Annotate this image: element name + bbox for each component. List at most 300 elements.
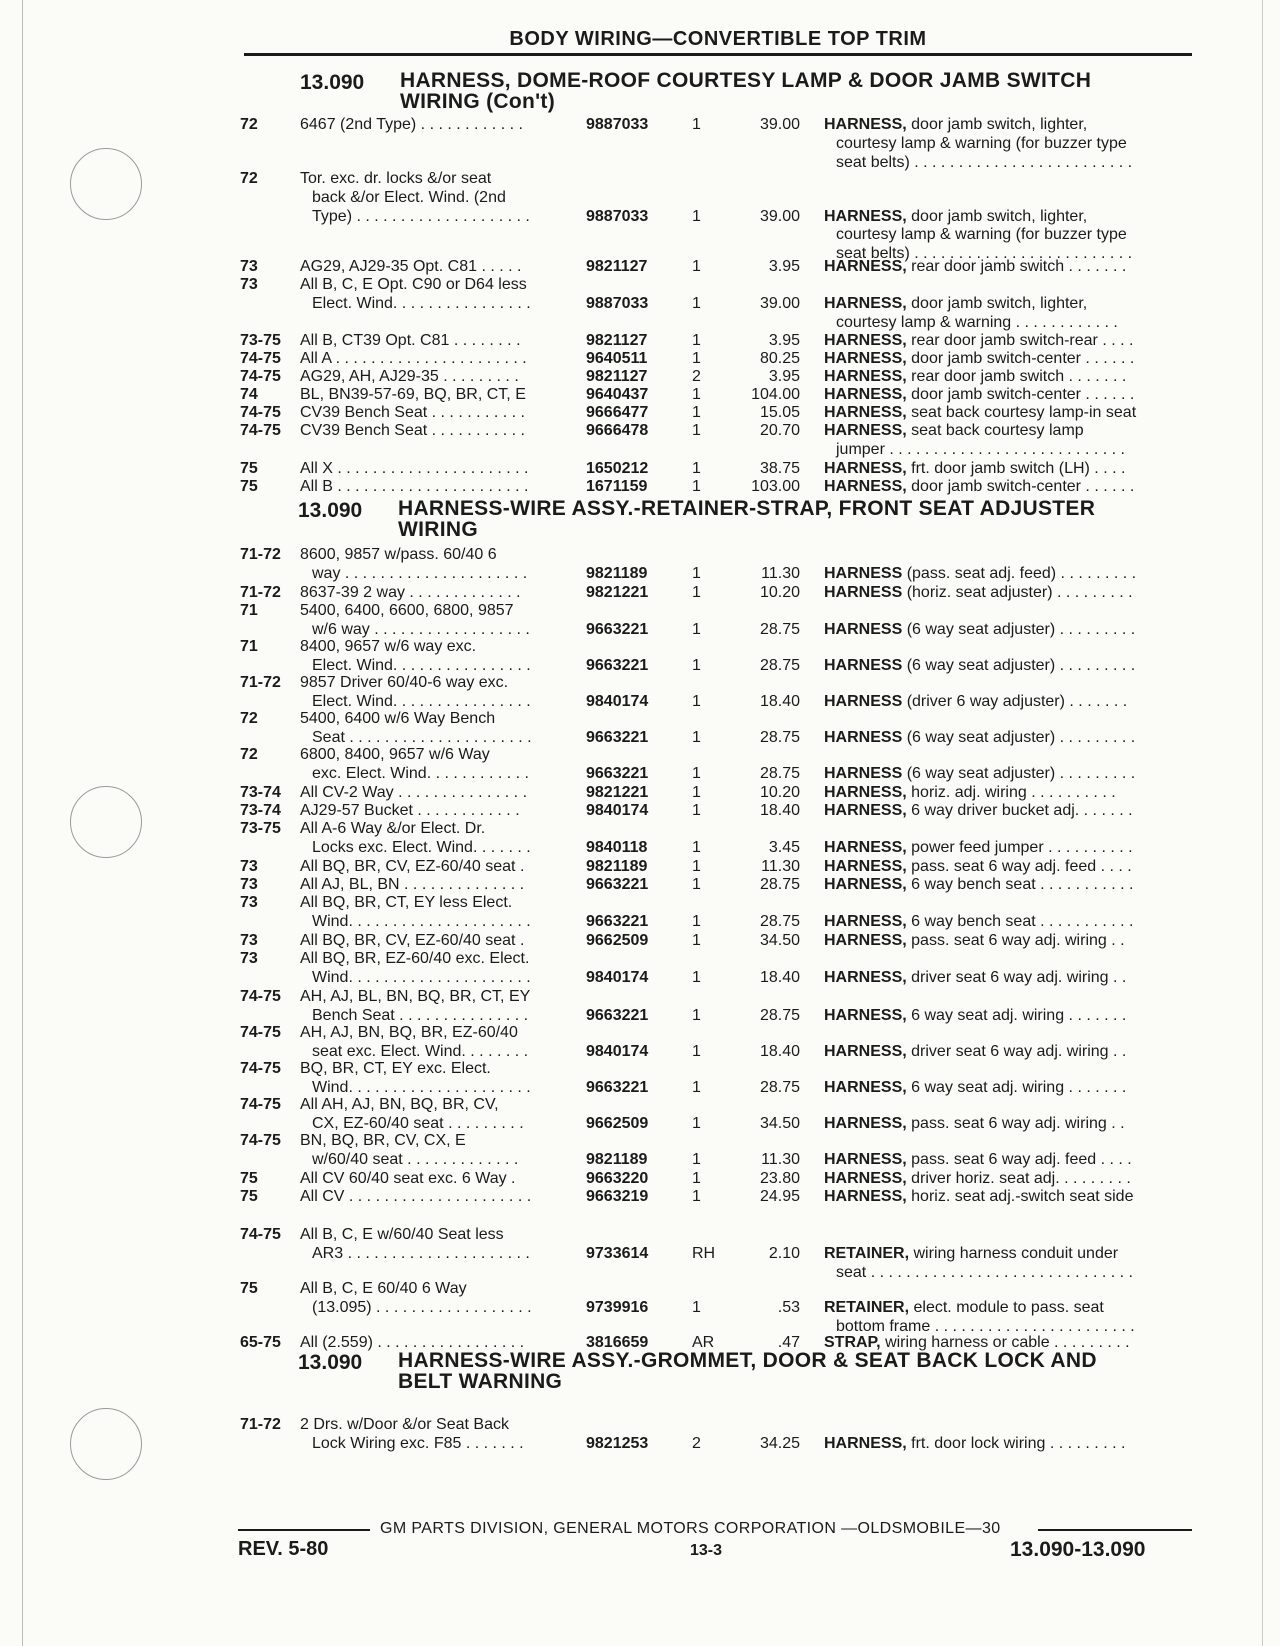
application (300, 422, 566, 441)
quantity: 1 (692, 1114, 701, 1132)
description-text: pass. seat 6 way adj. wiring . . (911, 932, 1125, 949)
footer-rule (238, 1529, 370, 1531)
description-text: wiring harness or cable . . . . . . . . . (885, 1334, 1130, 1351)
description-text: courtesy lamp & warning (for buzzer type (836, 134, 1127, 152)
application (300, 1132, 566, 1170)
description (824, 765, 1186, 784)
description (824, 386, 1186, 405)
quantity: 1 (692, 422, 701, 439)
application (300, 932, 566, 951)
description-line (824, 135, 1186, 154)
part-name: HARNESS, (824, 1434, 907, 1452)
part-name: HARNESS, (824, 876, 907, 893)
description-text: courtesy lamp & warning (for buzzer type (836, 226, 1127, 244)
part-name: HARNESS (824, 564, 903, 582)
quantity: 1 (692, 1042, 701, 1060)
description-text: (driver 6 way adjuster) . . . . . . . (906, 692, 1128, 710)
description-line (824, 295, 1186, 314)
quantity: 1 (692, 692, 701, 710)
description-line (824, 802, 1186, 821)
binder-hole-icon (70, 1408, 142, 1480)
application (300, 170, 566, 226)
part-number: 9887033 (586, 294, 649, 312)
application-line: All CV . . . . . . . . . . . . . . . . . . . . . (300, 1188, 532, 1205)
application (300, 350, 566, 369)
quantity: 1 (692, 350, 701, 367)
application (300, 858, 566, 877)
part-name: HARNESS, (824, 207, 907, 225)
price: 28.75 (759, 1006, 800, 1024)
application-line: Wind. . . . . . . . . . . . . . . . . . . . . (312, 968, 531, 986)
price: 11.30 (761, 564, 800, 582)
application-line: All CV-2 Way . . . . . . . . . . . . . . . (300, 784, 528, 801)
application (300, 404, 566, 423)
description (824, 1245, 1186, 1283)
description-text: (6 way seat adjuster) . . . . . . . . . (906, 728, 1136, 746)
description-line (824, 478, 1186, 497)
part-name: HARNESS (824, 764, 903, 782)
part-number: 9840174 (586, 1042, 649, 1060)
description-line (824, 1264, 1186, 1283)
description-line (824, 693, 1186, 712)
model-year: 74 (240, 386, 258, 403)
part-number: 9662509 (586, 932, 649, 949)
part-number: 9840174 (586, 692, 649, 710)
price: 11.30 (761, 1150, 800, 1168)
description-text: 6 way seat adj. wiring . . . . . . . (911, 1006, 1127, 1024)
description-line (824, 584, 1186, 603)
description (824, 1299, 1186, 1337)
description-text: seat back courtesy lamp (911, 422, 1084, 439)
quantity: 1 (692, 932, 701, 949)
description (824, 1188, 1186, 1207)
part-number: 9663221 (586, 1078, 649, 1096)
price: 2.10 (768, 1244, 800, 1262)
application-line: Bench Seat . . . . . . . . . . . . . . . (312, 1006, 529, 1024)
description (824, 208, 1186, 264)
price: 24.95 (759, 1188, 800, 1205)
application-line: Type) . . . . . . . . . . . . . . . . . . . . (312, 207, 530, 225)
description-line (824, 441, 1186, 460)
price: 28.75 (759, 1078, 800, 1096)
part-number: 9840174 (586, 802, 649, 819)
section-number: 13.090 (298, 1351, 363, 1374)
model-year: 73 (240, 258, 258, 275)
application (300, 638, 566, 676)
part-number: 9663221 (586, 876, 649, 893)
description (824, 565, 1186, 584)
application (300, 784, 566, 803)
application (300, 1060, 566, 1098)
price: 3.95 (768, 258, 800, 275)
description (824, 693, 1186, 712)
part-number: 1671159 (586, 478, 648, 495)
description (824, 839, 1186, 858)
application-line: Wind. . . . . . . . . . . . . . . . . . . . . (312, 1078, 531, 1096)
part-number: 9663221 (586, 1006, 649, 1024)
description-text: jumper . . . . . . . . . . . . . . . . . . . . . . . . . . . (836, 440, 1125, 458)
description-text: rear door jamb switch . . . . . . . (911, 258, 1127, 275)
description-line (824, 839, 1186, 858)
price: 23.80 (759, 1170, 800, 1187)
part-number: 9663221 (586, 728, 649, 746)
quantity: RH (692, 1244, 716, 1262)
application-line: 6467 (2nd Type) . . . . . . . . . . . . (300, 116, 523, 133)
application (300, 1170, 566, 1189)
part-number: 9821189 (586, 1150, 648, 1168)
model-year: 74-75 (240, 422, 281, 439)
quantity: AR (692, 1334, 715, 1351)
section-title (398, 1350, 1097, 1392)
application-line: All BQ, BR, CV, EZ-60/40 seat . (300, 932, 525, 949)
application-line: 8600, 9857 w/pass. 60/40 6 (300, 546, 497, 563)
model-year: 75 (240, 1280, 258, 1297)
part-number: 9663221 (586, 656, 649, 674)
description-line (824, 913, 1186, 932)
application-line: All A-6 Way &/or Elect. Dr. (300, 820, 486, 837)
part-name: HARNESS (824, 584, 903, 601)
application-line: AH, AJ, BL, BN, BQ, BR, CT, EY (300, 988, 531, 1005)
part-name: HARNESS (824, 620, 903, 638)
quantity: 1 (692, 1150, 701, 1168)
price: 28.75 (759, 656, 800, 674)
description-text: door jamb switch-center . . . . . . (911, 386, 1135, 403)
application (300, 950, 566, 988)
price: .47 (777, 1334, 800, 1351)
description-line (824, 258, 1186, 277)
quantity: 1 (692, 386, 701, 403)
part-number: 9821127 (586, 368, 648, 385)
quantity: 1 (692, 1298, 701, 1316)
price: .53 (777, 1298, 800, 1316)
part-number: 9821189 (586, 858, 648, 875)
description-line (824, 932, 1186, 951)
part-number: 9821253 (586, 1434, 649, 1452)
application (300, 258, 566, 277)
application (300, 460, 566, 479)
description-text: (6 way seat adjuster) . . . . . . . . . (906, 764, 1136, 782)
quantity: 1 (692, 968, 701, 986)
part-name: HARNESS, (824, 460, 907, 477)
part-name: HARNESS, (824, 1006, 907, 1024)
application (300, 894, 566, 932)
application-line: AJ29-57 Bucket . . . . . . . . . . . . (300, 802, 520, 819)
price: 28.75 (759, 876, 800, 893)
application-line: CV39 Bench Seat . . . . . . . . . . . (300, 422, 525, 439)
description-text: seat back courtesy lamp-in seat (911, 404, 1137, 421)
section-title-line: WIRING (Con't) (400, 90, 555, 113)
price: 34.25 (759, 1434, 800, 1452)
part-number: 9663220 (586, 1170, 649, 1187)
quantity: 1 (692, 876, 701, 893)
quantity: 2 (692, 368, 701, 385)
application-line: All B, C, E w/60/40 Seat less (300, 1226, 504, 1243)
page-edge-left (22, 0, 23, 1646)
part-name: RETAINER, (824, 1298, 910, 1316)
quantity: 1 (692, 764, 701, 782)
model-year: 73-74 (240, 784, 281, 801)
model-year: 73-74 (240, 802, 281, 819)
description-line (824, 1007, 1186, 1026)
price: 80.25 (759, 350, 800, 367)
part-name: HARNESS, (824, 386, 907, 403)
footer-page-number: 13-3 (690, 1542, 723, 1559)
price: 3.45 (768, 838, 800, 856)
description-text: door jamb switch, lighter, (911, 207, 1088, 225)
part-name: HARNESS, (824, 912, 907, 930)
application-line: All BQ, BR, CT, EY less Elect. (300, 894, 513, 911)
model-year: 71-72 (240, 584, 281, 601)
part-number: 9663219 (586, 1188, 649, 1205)
model-year: 71-72 (240, 546, 281, 563)
price: 18.40 (759, 692, 800, 710)
application-line: Seat . . . . . . . . . . . . . . . . . . . . . (312, 728, 532, 746)
description-text: rear door jamb switch . . . . . . . (911, 368, 1127, 385)
application-line: back &/or Elect. Wind. (2nd (312, 188, 506, 206)
application-line: BL, BN39-57-69, BQ, BR, CT, E (300, 386, 526, 403)
part-number: 9840118 (586, 838, 648, 856)
application-line: (13.095) . . . . . . . . . . . . . . . . . . (312, 1298, 532, 1316)
price: 18.40 (759, 1042, 800, 1060)
application (300, 746, 566, 784)
description-line (824, 460, 1186, 479)
description-text: pass. seat 6 way adj. wiring . . (911, 1114, 1125, 1132)
application-line: All B, C, E 60/40 6 Way (300, 1280, 467, 1297)
model-year: 71 (240, 638, 258, 655)
part-number: 9739916 (586, 1298, 649, 1316)
price: 15.05 (759, 404, 800, 421)
part-number: 9663221 (586, 620, 649, 638)
description-text: (pass. seat adj. feed) . . . . . . . . . (906, 564, 1137, 582)
application-line: All AH, AJ, BN, BQ, BR, CV, (300, 1096, 499, 1113)
description-line (824, 1079, 1186, 1098)
description-text: bottom frame . . . . . . . . . . . . . . . . . . . . . . . (836, 1317, 1135, 1335)
application-line: 8637-39 2 way . . . . . . . . . . . . . (300, 584, 521, 601)
description-text: frt. door lock wiring . . . . . . . . . (911, 1434, 1126, 1452)
price: 3.95 (768, 332, 800, 349)
part-name: HARNESS, (824, 350, 907, 367)
part-name: HARNESS, (824, 478, 907, 495)
application-line: All BQ, BR, EZ-60/40 exc. Elect. (300, 950, 530, 967)
application-line: BN, BQ, BR, CV, CX, E (300, 1132, 466, 1149)
description-line (824, 422, 1186, 441)
application (300, 584, 566, 603)
model-year: 73 (240, 276, 258, 293)
part-name: HARNESS, (824, 332, 907, 349)
price: 28.75 (759, 912, 800, 930)
quantity: 1 (692, 1006, 701, 1024)
part-number: 9663221 (586, 764, 649, 782)
price: 34.50 (759, 1114, 800, 1132)
application (300, 876, 566, 895)
header-rule (244, 53, 1192, 56)
application (300, 546, 566, 584)
part-name: HARNESS, (824, 932, 907, 949)
quantity: 1 (692, 258, 701, 275)
description-text: (6 way seat adjuster) . . . . . . . . . (906, 656, 1136, 674)
quantity: 1 (692, 620, 701, 638)
application (300, 1226, 566, 1264)
description-line (824, 116, 1186, 135)
description-text: horiz. adj. wiring . . . . . . . . . . (911, 784, 1116, 801)
description (824, 1170, 1186, 1189)
model-year: 73 (240, 894, 258, 911)
application-line: Locks exc. Elect. Wind. . . . . . . (312, 838, 531, 856)
description (824, 1007, 1186, 1026)
description (824, 460, 1186, 479)
part-number: 9640437 (586, 386, 649, 403)
description-text: (horiz. seat adjuster) . . . . . . . . . (906, 584, 1133, 601)
application-line: All AJ, BL, BN . . . . . . . . . . . . . . (300, 876, 525, 893)
application-line: 6800, 8400, 9657 w/6 Way (300, 746, 490, 763)
application (300, 988, 566, 1026)
application-line: AG29, AJ29-35 Opt. C81 . . . . . (300, 258, 522, 275)
quantity: 1 (692, 912, 701, 930)
description (824, 258, 1186, 277)
application-line: Wind. . . . . . . . . . . . . . . . . . . . . (312, 912, 531, 930)
application-line: 5400, 6400, 6600, 6800, 9857 (300, 602, 514, 619)
description-text: wiring harness conduit under (913, 1244, 1119, 1262)
price: 103.00 (751, 478, 800, 495)
application-line: CV39 Bench Seat . . . . . . . . . . . (300, 404, 525, 421)
model-year: 74-75 (240, 368, 281, 385)
part-number: 9821221 (586, 584, 649, 601)
description-line (824, 350, 1186, 369)
price: 34.50 (759, 932, 800, 949)
part-name: HARNESS, (824, 1114, 907, 1132)
application (300, 478, 566, 497)
application (300, 802, 566, 821)
model-year: 71-72 (240, 674, 281, 691)
part-name: HARNESS, (824, 784, 907, 801)
description-text: driver seat 6 way adj. wiring . . (911, 1042, 1127, 1060)
model-year: 75 (240, 460, 258, 477)
section-title-line: HARNESS-WIRE ASSY.-RETAINER-STRAP, FRONT SEAT ADJUSTER (398, 497, 1096, 520)
price: 3.95 (768, 368, 800, 385)
price: 28.75 (759, 764, 800, 782)
description (824, 332, 1186, 351)
description-line (824, 1245, 1186, 1264)
part-number: 9666478 (586, 422, 649, 439)
application-line: 2 Drs. w/Door &/or Seat Back (300, 1416, 509, 1433)
price: 10.20 (759, 784, 800, 801)
binder-hole-icon (70, 148, 142, 220)
quantity: 1 (692, 478, 701, 495)
model-year: 75 (240, 1188, 258, 1205)
application-line: All BQ, BR, CV, EZ-60/40 seat . (300, 858, 525, 875)
quantity: 1 (692, 1170, 701, 1187)
price: 39.00 (759, 116, 800, 133)
application-line: All A . . . . . . . . . . . . . . . . . . . . . . (300, 350, 527, 367)
application-line: BQ, BR, CT, EY exc. Elect. (300, 1060, 491, 1077)
section-number: 13.090 (298, 499, 363, 522)
description-line (824, 208, 1186, 227)
part-name: HARNESS, (824, 1150, 907, 1168)
part-name: HARNESS, (824, 858, 907, 875)
model-year: 75 (240, 1170, 258, 1187)
price: 18.40 (759, 802, 800, 819)
model-year: 71-72 (240, 1416, 281, 1433)
price: 18.40 (759, 968, 800, 986)
part-name: HARNESS (824, 728, 903, 746)
part-name: STRAP, (824, 1334, 881, 1351)
price: 20.70 (759, 422, 800, 439)
description-line (824, 1043, 1186, 1062)
quantity: 1 (692, 802, 701, 819)
description-text: power feed jumper . . . . . . . . . . (911, 838, 1133, 856)
application-line: seat exc. Elect. Wind. . . . . . . . (312, 1042, 529, 1060)
description-text: horiz. seat adj.-switch seat side (911, 1188, 1134, 1205)
model-year: 75 (240, 478, 258, 495)
model-year: 74-75 (240, 1226, 281, 1243)
price: 28.75 (759, 728, 800, 746)
description (824, 404, 1186, 423)
part-number: 9821127 (586, 258, 648, 275)
description-line (824, 154, 1186, 173)
section-title-line: HARNESS-WIRE ASSY.-GROMMET, DOOR & SEAT BACK LOCK AND (398, 1349, 1097, 1372)
description-text: elect. module to pass. seat (913, 1298, 1104, 1316)
page-edge-right (1262, 0, 1263, 1646)
model-year: 74-75 (240, 1024, 281, 1041)
model-year: 72 (240, 170, 258, 187)
description (824, 295, 1186, 333)
description-text: pass. seat 6 way adj. feed . . . . (911, 858, 1132, 875)
section-title (400, 70, 1091, 112)
part-name: HARNESS, (824, 422, 907, 439)
part-number: 9640511 (586, 350, 648, 367)
application (300, 1096, 566, 1134)
section-title-line: WIRING (398, 518, 478, 541)
part-name: HARNESS, (824, 368, 907, 385)
application-line: 5400, 6400 w/6 Way Bench (300, 710, 496, 727)
model-year: 65-75 (240, 1334, 281, 1351)
application (300, 332, 566, 351)
description-line (824, 1170, 1186, 1189)
description (824, 1151, 1186, 1170)
footer-publisher: GM PARTS DIVISION, GENERAL MOTORS CORPORATION —OLDSMOBILE—30 (380, 1520, 1001, 1537)
description-line (824, 226, 1186, 245)
application-line: AR3 . . . . . . . . . . . . . . . . . . . . . (312, 1244, 530, 1262)
description (824, 584, 1186, 603)
description (824, 368, 1186, 387)
part-number: 9821221 (586, 784, 649, 801)
description (824, 729, 1186, 748)
application (300, 1416, 566, 1454)
description-line (824, 332, 1186, 351)
description-line (824, 876, 1186, 895)
description (824, 802, 1186, 821)
part-number: 9666477 (586, 404, 649, 421)
quantity: 2 (692, 1434, 701, 1452)
part-number: 1650212 (586, 460, 649, 477)
application-line: 9857 Driver 60/40-6 way exc. (300, 674, 509, 691)
price: 10.20 (759, 584, 800, 601)
description-line (824, 969, 1186, 988)
application-line: exc. Elect. Wind. . . . . . . . . . . . (312, 764, 529, 782)
part-name: RETAINER, (824, 1244, 910, 1262)
description-line (824, 858, 1186, 877)
description-text: courtesy lamp & warning . . . . . . . . . . . . (836, 313, 1118, 331)
page-header: BODY WIRING—CONVERTIBLE TOP TRIM (509, 28, 927, 50)
part-number: 3816659 (586, 1334, 649, 1351)
part-name: HARNESS, (824, 404, 907, 421)
description (824, 969, 1186, 988)
application (300, 386, 566, 405)
footer-revision: REV. 5-80 (238, 1538, 329, 1560)
part-number: 9887033 (586, 207, 649, 225)
description-text: pass. seat 6 way adj. feed . . . . (911, 1150, 1132, 1168)
part-number: 9840174 (586, 968, 649, 986)
